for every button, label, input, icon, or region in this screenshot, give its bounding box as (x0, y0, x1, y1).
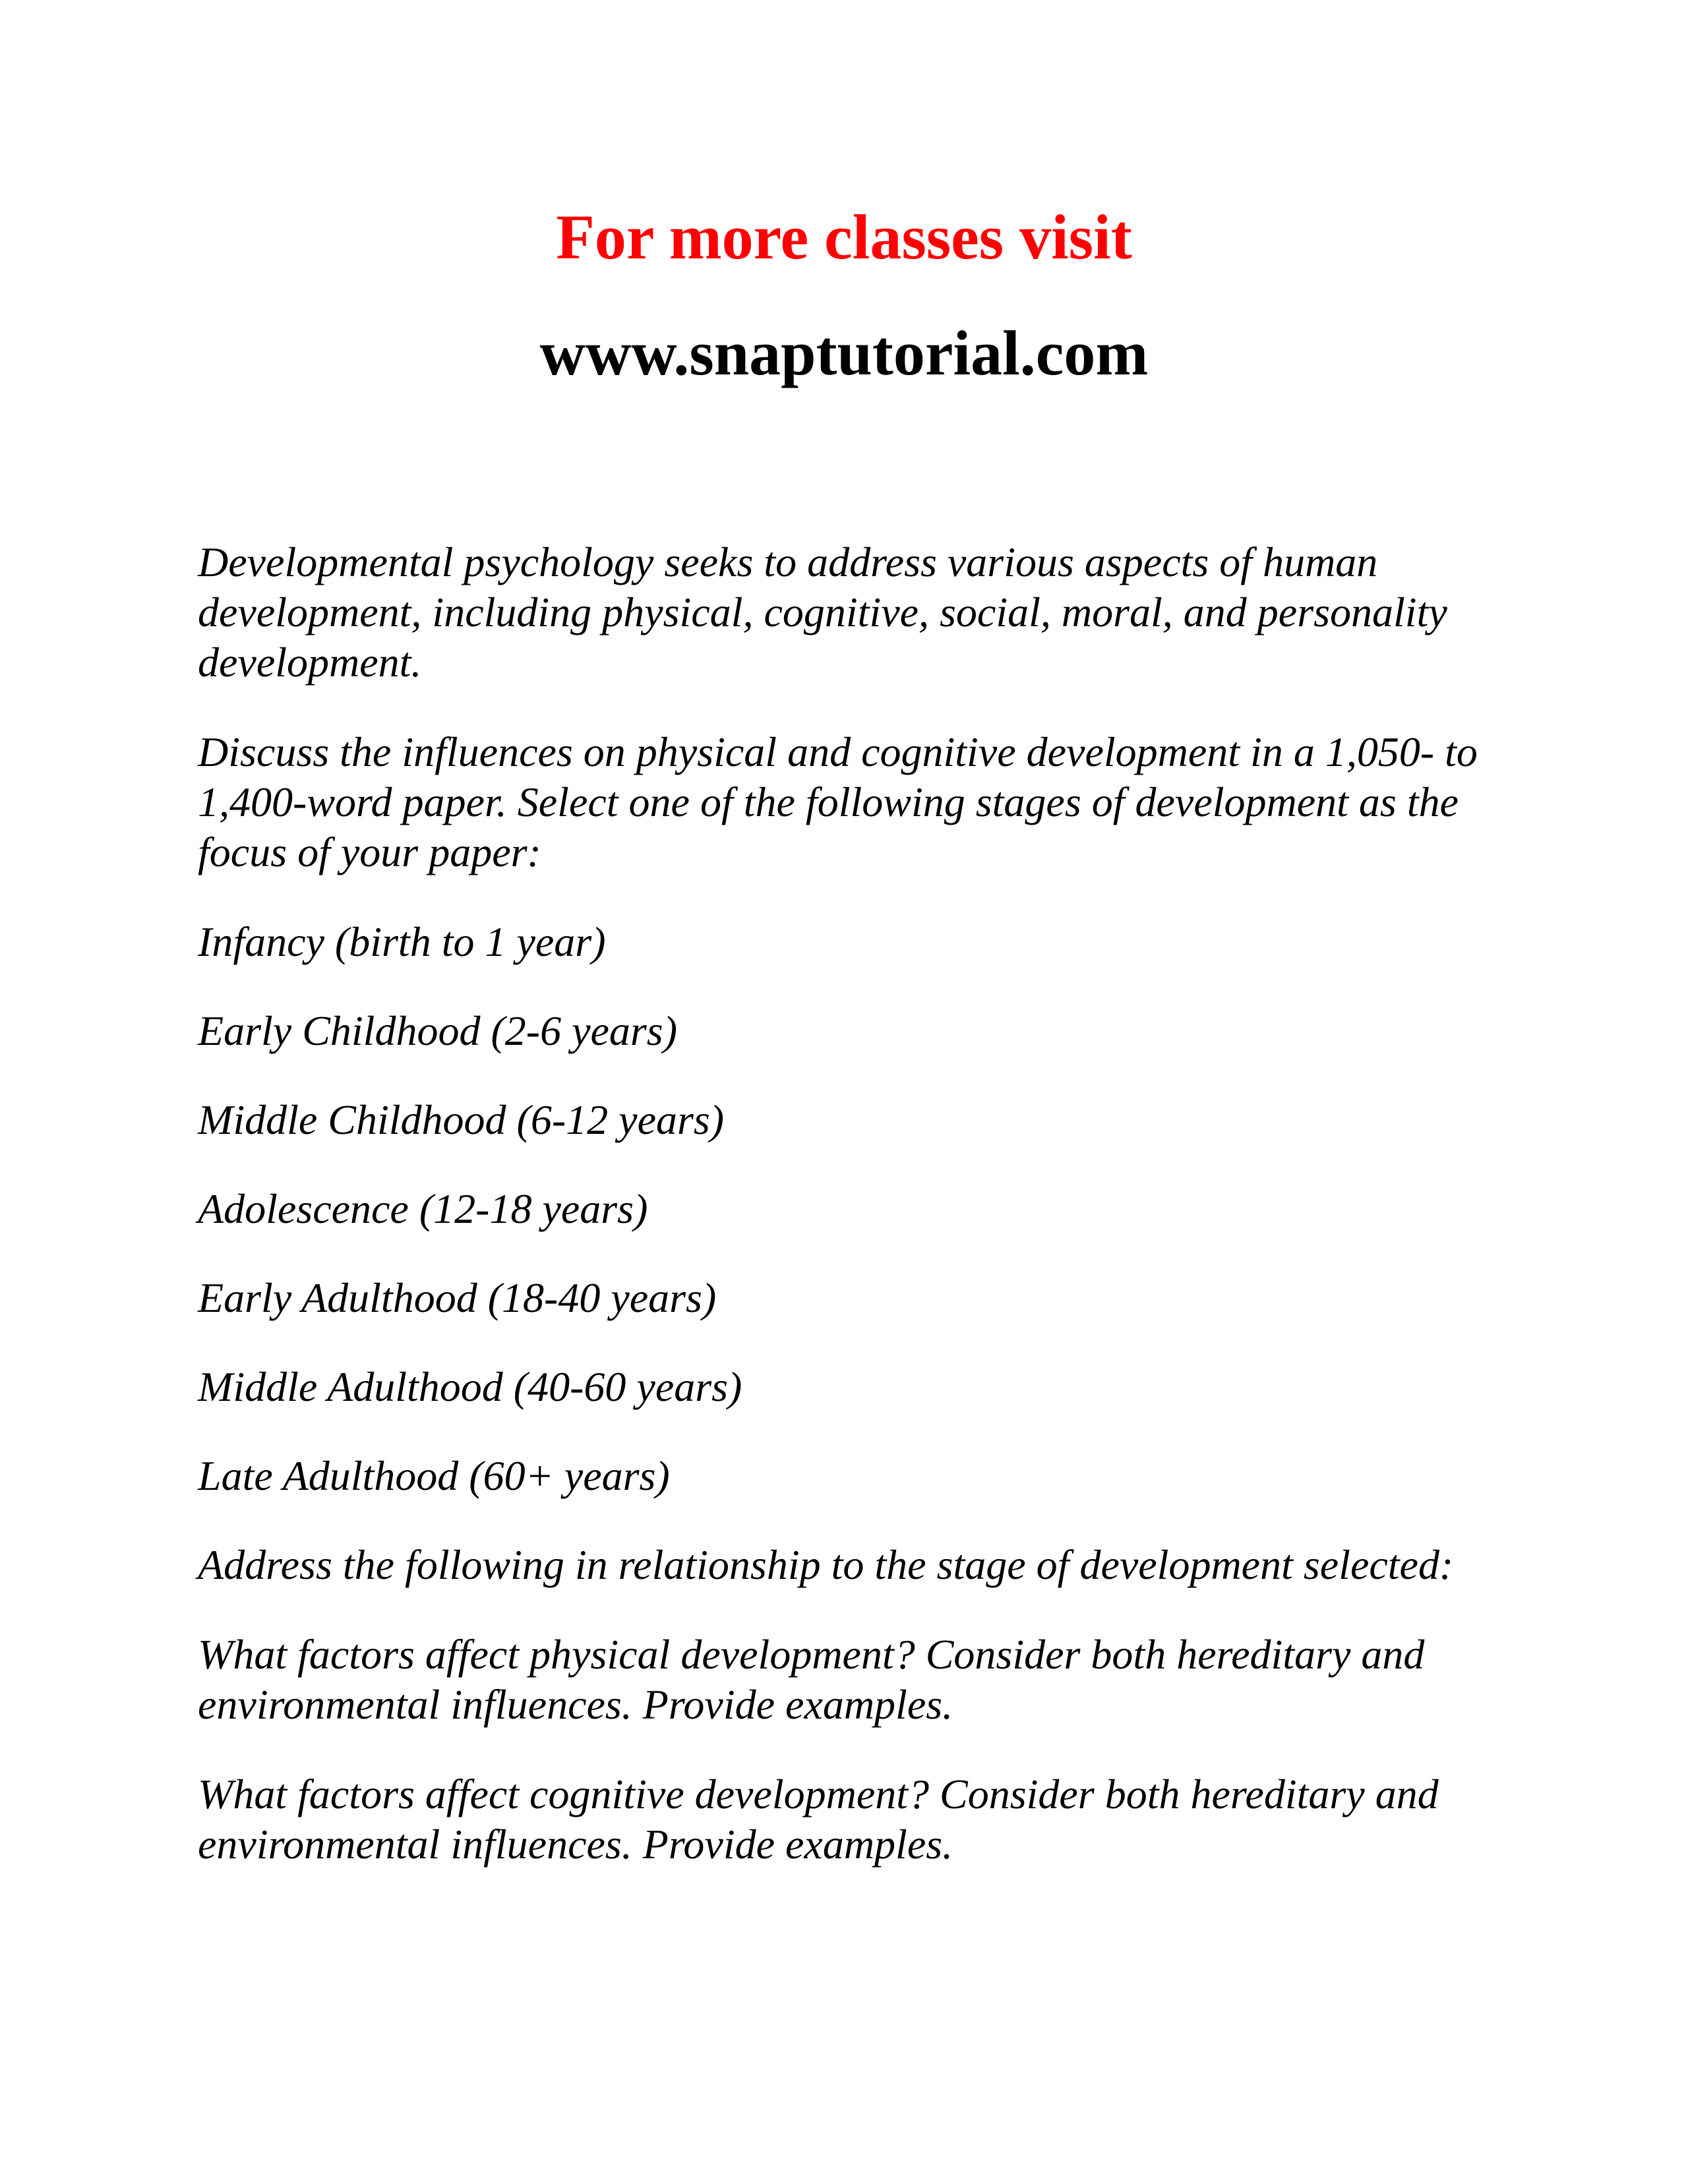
stage-item-late-adulthood: Late Adulthood (60+ years) (198, 1452, 670, 1499)
header-title: For more classes visit (556, 202, 1132, 272)
question-cognitive: What factors affect cognitive development? Consider both hereditary and environmental influences. Provide examples. (198, 1771, 1439, 1868)
stage-item-middle-adulthood: Middle Adulthood (40-60 years) (198, 1363, 742, 1410)
document-body (198, 537, 1550, 1909)
stage-item-infancy: Infancy (birth to 1 year) (198, 918, 606, 965)
stage-item-early-childhood: Early Childhood (2-6 years) (198, 1007, 677, 1054)
intro-paragraph: Developmental psychology seeks to address various aspects of human development, including physical, cognitive, social, moral, and personality development. (198, 539, 1447, 686)
stage-item-adolescence: Adolescence (12-18 years) (198, 1185, 648, 1232)
question-physical: What factors affect physical development? Consider both hereditary and environmental influences. Provide examples. (198, 1631, 1425, 1728)
stage-item-middle-childhood: Middle Childhood (6-12 years) (198, 1096, 725, 1143)
stage-item-early-adulthood: Early Adulthood (18-40 years) (198, 1274, 717, 1321)
instructions-paragraph: Discuss the influences on physical and cognitive development in a 1,050- to 1,400-word paper. Select one of the following stages of development as the focus of your paper: (198, 728, 1478, 875)
header-url: www.snaptutorial.com (539, 318, 1149, 388)
address-prompt-paragraph: Address the following in relationship to the stage of development selected: (198, 1541, 1454, 1588)
